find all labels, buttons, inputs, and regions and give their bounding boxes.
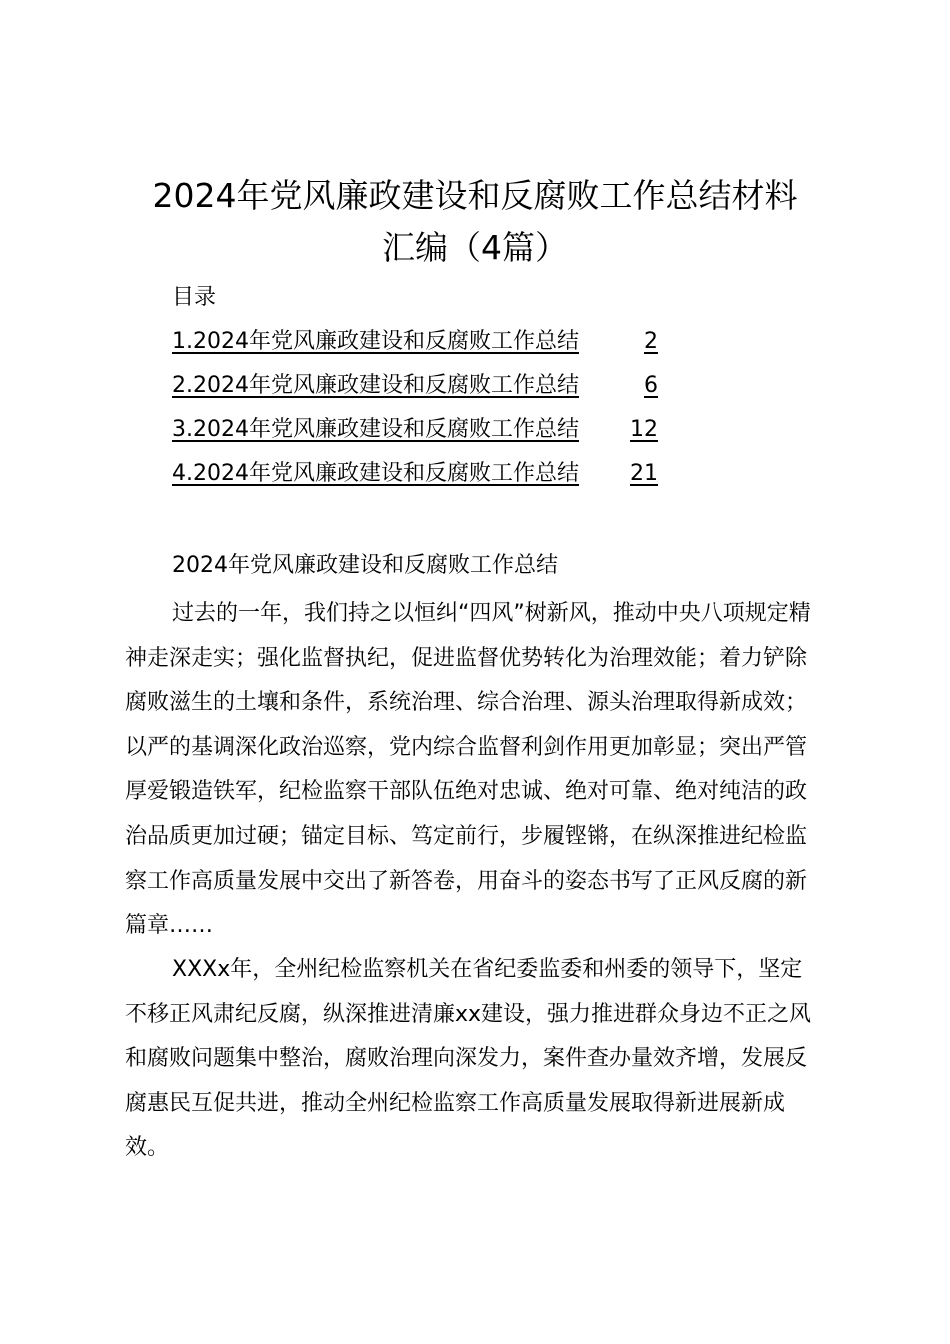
paragraph-line: 和腐败问题集中整治，腐败治理向深发力，案件查办量效齐增，发展反: [125, 1046, 808, 1072]
paragraph-line: 腐败滋生的土壤和条件，系统治理、综合治理、源头治理取得新成效；: [125, 690, 808, 716]
toc-item-3[interactable]: [172, 414, 672, 458]
document-title: [120, 170, 830, 274]
table-of-contents: [172, 326, 672, 502]
paragraph-line: 篇章……: [125, 913, 214, 939]
section-heading: 2024年党风廉政建设和反腐败工作总结: [172, 553, 558, 578]
paragraph-line: 不移正风肃纪反腐，纵深推进清廉xx建设，强力推进群众身边不正之风: [125, 1001, 812, 1027]
toc-heading: 目录: [172, 285, 217, 310]
paragraph-line: 察工作高质量发展中交出了新答卷，用奋斗的姿态书写了正风反腐的新: [125, 868, 808, 894]
toc-item-page: 6: [644, 373, 658, 398]
toc-item-4[interactable]: [172, 458, 672, 502]
paragraph-line: 效。: [125, 1135, 170, 1161]
toc-item-page: 12: [630, 417, 658, 442]
paragraph-line: 神走深走实；强化监督执纪，促进监督优势转化为治理效能；着力铲除: [125, 645, 808, 671]
toc-item-1[interactable]: [172, 326, 672, 370]
toc-item-label: 3.2024年党风廉政建设和反腐败工作总结: [172, 417, 579, 442]
paragraph-line: 治品质更加过硬；锚定目标、笃定前行，步履铿锵，在纵深推进纪检监: [125, 823, 808, 849]
body-paragraph-1: [125, 592, 840, 949]
toc-item-page: 21: [630, 461, 658, 486]
toc-item-label: 2.2024年党风廉政建设和反腐败工作总结: [172, 373, 579, 398]
toc-item-page: 2: [644, 329, 658, 354]
paragraph-line: XXXx年，全州纪检监察机关在省纪委监委和州委的领导下，坚定: [172, 957, 803, 982]
body-paragraph-2: [125, 948, 840, 1171]
toc-item-label: 1.2024年党风廉政建设和反腐败工作总结: [172, 329, 579, 354]
title-line-2: 汇编（4篇）: [382, 228, 568, 267]
paragraph-line: 腐惠民互促共进，推动全州纪检监察工作高质量发展取得新进展新成: [125, 1090, 786, 1116]
toc-item-2[interactable]: [172, 370, 672, 414]
paragraph-line: 厚爱锻造铁军，纪检监察干部队伍绝对忠诚、绝对可靠、绝对纯洁的政: [125, 779, 808, 805]
title-line-1: 2024年党风廉政建设和反腐败工作总结材料: [152, 176, 798, 215]
toc-item-label: 4.2024年党风廉政建设和反腐败工作总结: [172, 461, 579, 486]
paragraph-line: 以严的基调深化政治巡察，党内综合监督利剑作用更加彰显；突出严管: [125, 734, 808, 760]
paragraph-line: 过去的一年，我们持之以恒纠“四风”树新风，推动中央八项规定精: [172, 601, 811, 626]
